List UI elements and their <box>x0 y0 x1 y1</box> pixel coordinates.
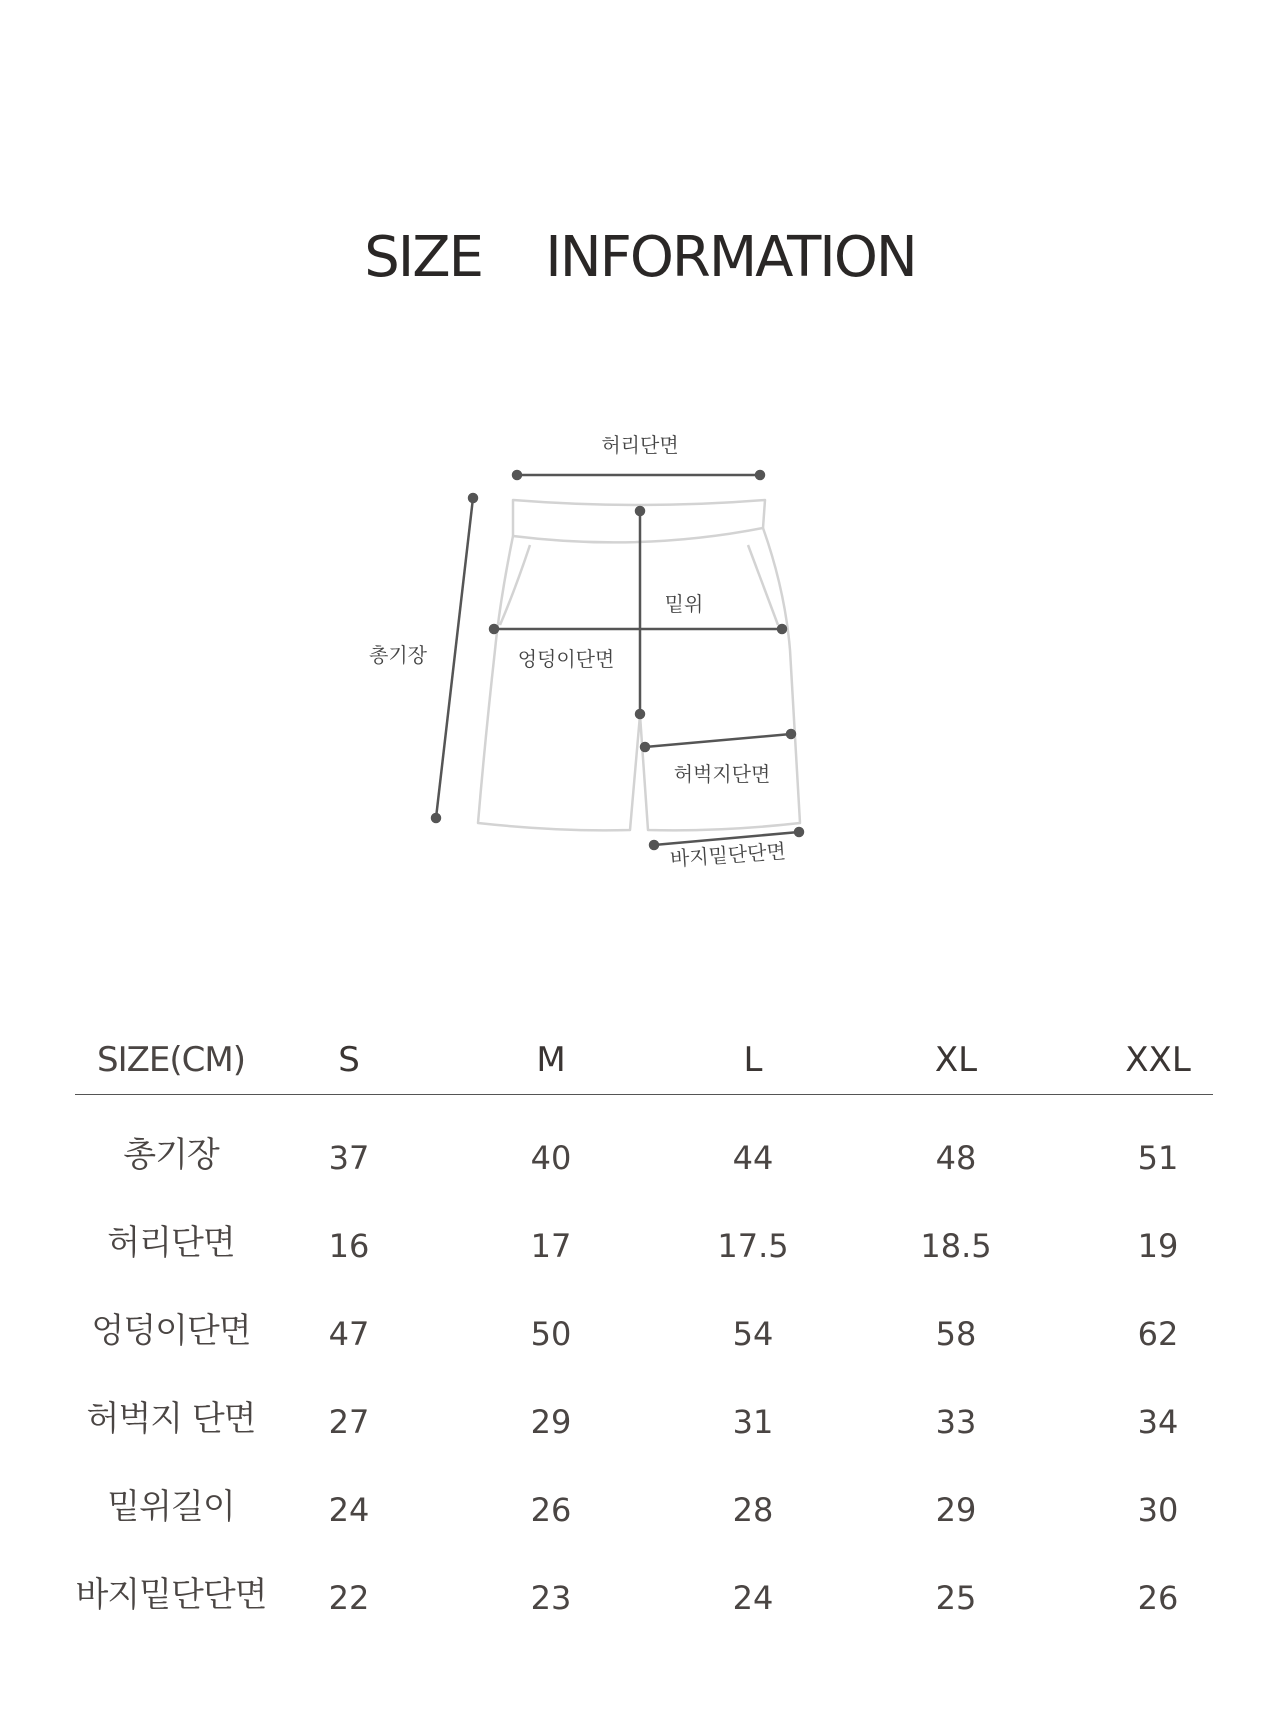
page-title: SIZE INFORMATION <box>364 225 916 290</box>
table-cell: 26 <box>530 1491 572 1529</box>
row-label: 바지밑단단면 <box>75 1575 267 1615</box>
table-cell: 29 <box>935 1491 977 1529</box>
column-header-l: L <box>743 1040 763 1080</box>
column-header-xxl: XXL <box>1125 1040 1191 1080</box>
table-cell: 22 <box>328 1579 370 1617</box>
table-cell: 37 <box>328 1139 370 1177</box>
table-cell: 51 <box>1137 1139 1179 1177</box>
table-cell: 40 <box>530 1139 572 1177</box>
table-cell: 44 <box>732 1139 774 1177</box>
total-length-label: 총기장 <box>369 643 427 667</box>
table-cell: 19 <box>1137 1227 1179 1265</box>
table-cell: 25 <box>935 1579 977 1617</box>
table-cell: 62 <box>1137 1315 1179 1353</box>
table-cell: 58 <box>935 1315 977 1353</box>
waist-label: 허리단면 <box>601 433 679 457</box>
table-cell: 48 <box>935 1139 977 1177</box>
table-cell: 24 <box>732 1579 774 1617</box>
table-cell: 29 <box>530 1403 572 1441</box>
thigh-line <box>645 734 791 747</box>
row-label: 총기장 <box>123 1135 219 1175</box>
table-cell: 33 <box>935 1403 977 1441</box>
rise-label: 밑위 <box>664 592 704 616</box>
table-cell: 26 <box>1137 1579 1179 1617</box>
table-cell: 27 <box>328 1403 370 1441</box>
table-cell: 23 <box>530 1579 572 1617</box>
row-label: 엉덩이단면 <box>91 1311 251 1351</box>
table-cell: 31 <box>732 1403 774 1441</box>
table-cell: 34 <box>1137 1403 1179 1441</box>
table-cell: 54 <box>732 1315 774 1353</box>
hem-label: 바지밑단단면 <box>669 838 787 872</box>
table-cell: 17 <box>530 1227 572 1265</box>
table-cell: 17.5 <box>717 1227 789 1265</box>
table-cell: 28 <box>732 1491 774 1529</box>
row-label: 허리단면 <box>107 1223 235 1263</box>
table-cell: 24 <box>328 1491 370 1529</box>
hip-label: 엉덩이단면 <box>517 647 615 671</box>
table-cell: 30 <box>1137 1491 1179 1529</box>
table-cell: 16 <box>328 1227 370 1265</box>
column-header-xl: XL <box>934 1040 978 1080</box>
table-cell: 47 <box>328 1315 370 1353</box>
measurement-lines <box>432 471 803 849</box>
table-cell: 18.5 <box>920 1227 992 1265</box>
thigh-label: 허벅지단면 <box>673 762 771 786</box>
row-label: 허벅지 단면 <box>86 1399 256 1439</box>
total-length-line <box>436 498 473 818</box>
row-label: 밑위길이 <box>107 1487 235 1527</box>
header-divider <box>75 1094 1213 1095</box>
column-header-m: M <box>536 1040 566 1080</box>
column-header-s: S <box>338 1040 360 1080</box>
size-unit-header: SIZE(CM) <box>97 1040 245 1080</box>
table-cell: 50 <box>530 1315 572 1353</box>
